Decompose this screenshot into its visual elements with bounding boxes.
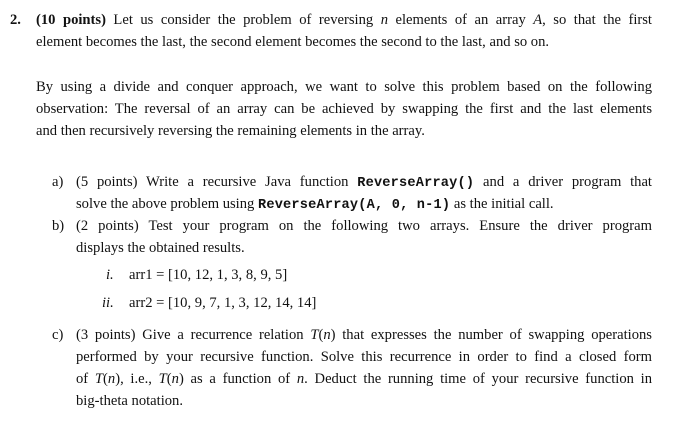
question-para2-line2: observation: The reversal of an array can be achieved by swapping the first and the last elements <box>36 101 652 117</box>
part-c-line4: big-theta notation. <box>76 393 183 409</box>
question-para2-line1: By using a divide and conquer approach, we want to solve this problem based on the following <box>36 79 652 95</box>
part-a-line2: solve the above problem using ReverseArray(A, 0, n-1) as the initial call. <box>76 196 554 213</box>
array-item-text: arr1 = [10, 12, 1, 3, 8, 9, 5] <box>129 267 288 283</box>
question-number: 2. <box>10 12 21 28</box>
part-a-line1: (5 points) Write a recursive Java function ReverseArray() and a driver program that <box>76 174 652 191</box>
part-b-label: b) <box>52 218 65 234</box>
code-initial-call: ReverseArray(A, 0, n-1) <box>257 198 451 213</box>
question-intro-line2: element becomes the last, the second element becomes the second to the last, and so on. <box>36 34 550 50</box>
array-item-text: arr2 = [10, 9, 7, 1, 3, 12, 14, 14] <box>129 295 317 311</box>
part-c-line3: of T(n), i.e., T(n) as a function of n. Deduct the running time of your recursive function in <box>76 371 652 387</box>
array-item-number: ii. <box>102 295 114 311</box>
question-intro-line1: (10 points) Let us consider the problem of reversing n elements of an array A, so that the first <box>36 12 652 28</box>
array-item-number: i. <box>106 267 114 283</box>
part-b-line1: (2 points) Test your program on the following two arrays. Ensure the driver program <box>76 218 652 234</box>
part-b-line2: displays the obtained results. <box>76 240 245 256</box>
part-c-label: c) <box>52 327 64 343</box>
code-reversearray: ReverseArray() <box>357 176 475 191</box>
question-para2-line3: and then recursively reversing the remaining elements in the array. <box>36 123 425 139</box>
part-c-line2: performed by your recursive function. Solve this recurrence in order to find a closed form <box>76 349 652 365</box>
question-points: (10 points) <box>36 12 106 28</box>
part-c-line1: (3 points) Give a recurrence relation T(n) that expresses the number of swapping operations <box>76 327 652 343</box>
part-a-label: a) <box>52 174 64 190</box>
